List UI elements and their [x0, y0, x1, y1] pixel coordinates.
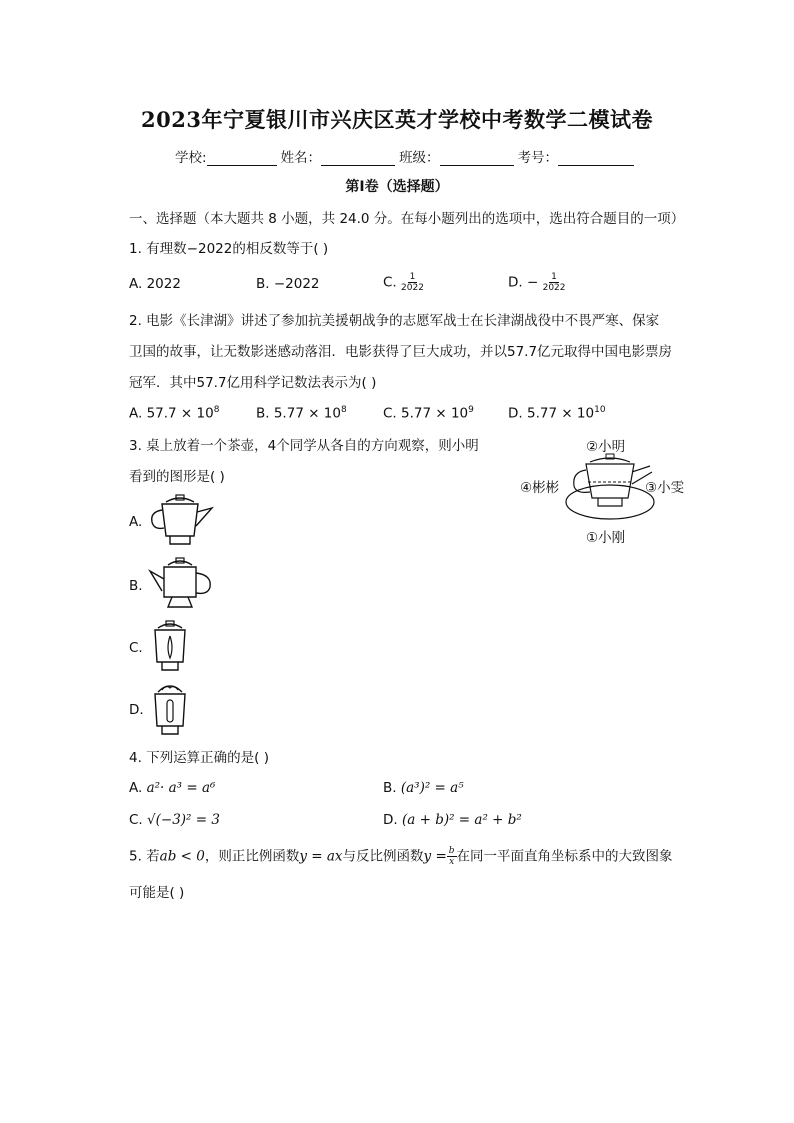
q3-option-b-label[interactable]: B.	[129, 578, 143, 594]
q2-option-b-text: B. 5.77 × 10	[256, 405, 341, 422]
section-heading: 一、选择题（本大题共 8 小题，共 24.0 分。在每小题列出的选项中，选出符合题目的一项）	[129, 211, 685, 227]
q1-option-b[interactable]: B. −2022	[256, 276, 320, 292]
q3-option-c-label[interactable]: C.	[129, 640, 143, 656]
fig-label-binbin: ④彬彬	[520, 480, 560, 496]
q3-option-b-teapot-icon	[148, 555, 218, 613]
q5-mid-2: 与反比例函数	[342, 848, 424, 865]
fraction-numerator: 1	[551, 272, 557, 282]
q3-line-2: 看到的图形是( )	[129, 469, 225, 485]
school-blank[interactable]	[207, 151, 277, 166]
minus-sign: −	[526, 274, 539, 291]
q1-stem: 1. 有理数−2022的相反数等于( )	[129, 241, 329, 257]
q5-prefix: 5. 若	[129, 848, 160, 865]
q4-option-a-label: A.	[129, 780, 143, 796]
student-info-line	[175, 146, 638, 166]
q2-option-c-text: C. 5.77 × 10	[383, 405, 469, 422]
q2-option-a-text: A. 57.7 × 10	[129, 405, 214, 422]
q5-inverse-fraction	[447, 846, 457, 867]
class-label: 班级：	[399, 150, 440, 166]
name-blank[interactable]	[321, 151, 395, 166]
exponent: 10	[594, 405, 606, 415]
q4-option-d-label: D.	[383, 812, 398, 828]
exponent: 9	[468, 405, 474, 415]
q2-option-c[interactable]	[383, 405, 474, 422]
teapot-table-figure	[560, 450, 660, 525]
q5-suffix: 在同一平面直角坐标系中的大致图象	[456, 848, 673, 865]
fraction-denominator: 2022	[542, 283, 566, 293]
q5-line-2: 可能是( )	[129, 885, 185, 901]
q1-option-a[interactable]: A. 2022	[129, 276, 181, 292]
volume-heading: 第Ⅰ卷（选择题）	[345, 179, 449, 195]
q3-line-1: 3. 桌上放着一个茶壶，4个同学从各自的方向观察，则小明	[129, 438, 479, 454]
q2-line-3: 冠军．其中57.7亿用科学记数法表示为( )	[129, 375, 377, 391]
q2-line-2: 卫国的故事，让无数影迷感动落泪．电影获得了巨大成功，并以57.7亿元取得中国电影票房	[129, 344, 673, 360]
q3-option-a-label[interactable]: A.	[129, 514, 143, 530]
fraction-denominator: 2022	[401, 283, 424, 293]
q4-option-a-expr: a²· a³ = a⁶	[146, 780, 216, 796]
q1-option-c-fraction	[401, 272, 424, 293]
exam-no-label: 考号：	[517, 150, 559, 166]
fraction-denominator: x	[449, 857, 455, 867]
q4-option-b[interactable]	[383, 780, 464, 796]
q2-option-d-text: D. 5.77 × 10	[508, 405, 595, 422]
fraction-numerator: 1	[409, 272, 416, 282]
q3-option-d-label[interactable]: D.	[129, 702, 144, 718]
q4-option-a[interactable]	[129, 780, 215, 796]
q3-option-c-teapot-icon	[150, 618, 190, 674]
exam-title: 2023年宁夏银川市兴庆区英才学校中考数学二模试卷	[141, 107, 653, 132]
exponent: 8	[340, 405, 347, 415]
q2-line-1: 2. 电影《长津湖》讲述了参加抗美援朝战争的志愿军战士在长津湖战役中不畏严寒、保家	[129, 313, 660, 329]
name-label: 姓名：	[280, 150, 322, 166]
q1-option-d-label: D.	[508, 274, 523, 291]
class-blank[interactable]	[440, 151, 514, 166]
fig-label-xiaogang: ①小刚	[586, 530, 626, 546]
q4-option-d[interactable]	[383, 812, 522, 828]
q5-condition: ab < 0	[159, 848, 205, 865]
q4-option-c[interactable]	[129, 812, 220, 828]
q1-option-c-label: C.	[383, 274, 397, 291]
fig-label-xiaowen: ③小雯	[645, 480, 685, 496]
fraction-numerator: b	[448, 846, 455, 856]
q3-option-d-teapot-icon	[150, 680, 190, 738]
fig-label-xiaoming: ②小明	[586, 439, 626, 455]
q5-line-1	[129, 846, 673, 867]
q2-option-d[interactable]	[508, 405, 606, 422]
school-label: 学校:	[175, 150, 207, 166]
q4-option-b-label: B.	[383, 780, 397, 796]
q4-option-b-expr: (a³)² = a⁵	[400, 780, 464, 796]
q5-mid-1: ，则正比例函数	[204, 848, 300, 865]
q4-stem: 4. 下列运算正确的是( )	[129, 750, 269, 766]
q4-option-c-label: C.	[129, 812, 143, 828]
q2-option-a[interactable]	[129, 405, 219, 422]
exponent: 8	[213, 405, 220, 415]
q1-option-d-fraction	[543, 272, 566, 293]
q4-option-c-expr: √(−3)² = 3	[147, 812, 220, 828]
q5-inverse-lhs: y =	[423, 848, 447, 865]
q1-option-c[interactable]	[383, 272, 424, 293]
q1-option-d[interactable]	[508, 272, 566, 293]
q3-option-a-teapot-icon	[148, 492, 218, 550]
q2-option-b[interactable]	[256, 405, 347, 422]
exam-no-blank[interactable]	[558, 151, 634, 166]
q5-direct-function: y = ax	[299, 848, 343, 865]
q4-option-d-expr: (a + b)² = a² + b²	[401, 812, 522, 828]
